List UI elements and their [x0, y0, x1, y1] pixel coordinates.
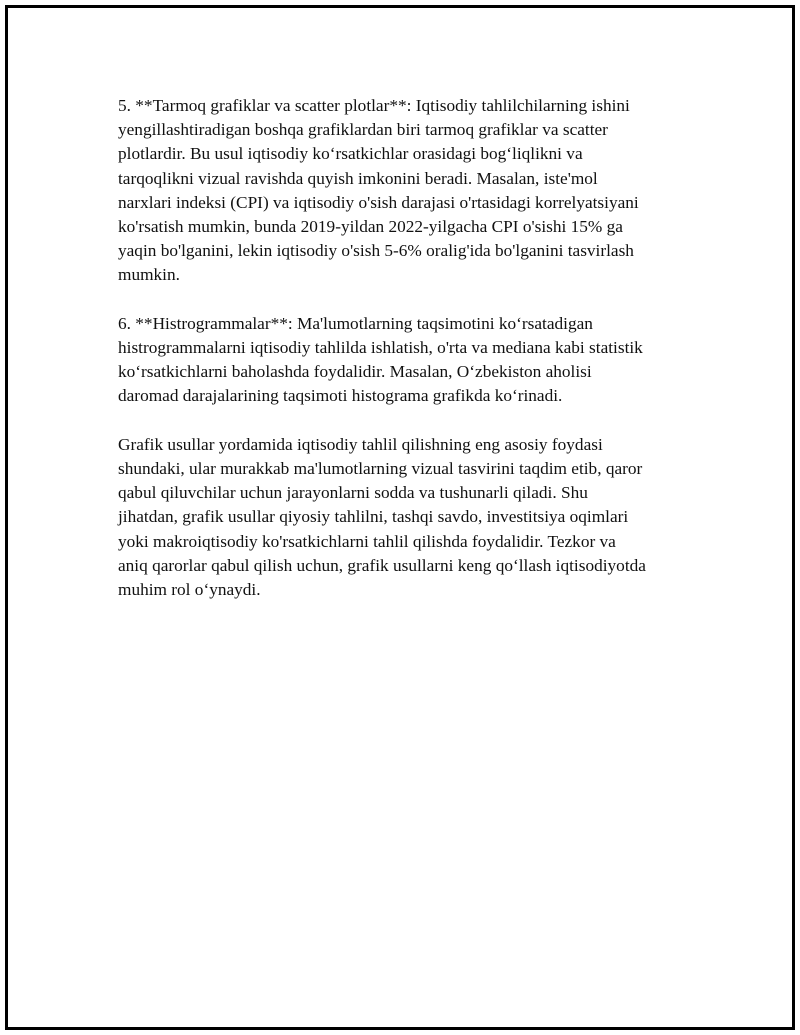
paragraph-conclusion: [118, 433, 698, 602]
text-line: qabul qiluvchilar uchun jarayonlarni sodda va tushunarli qiladi. Shu: [118, 483, 588, 503]
text-line: muhim rol o‘ynaydi.: [118, 580, 261, 600]
page-frame: [5, 5, 795, 1030]
document-body: [118, 94, 698, 626]
text-line: Grafik usullar yordamida iqtisodiy tahlil qilishning eng asosiy foydasi: [118, 434, 603, 454]
paragraph-scatter-plots: [118, 94, 698, 288]
text-line: 5. **Tarmoq grafiklar va scatter plotlar**: Iqtisodiy tahlilchilarning ishini: [118, 96, 630, 115]
text-line: yaqin bo'lganini, lekin iqtisodiy o'sish 5-6% oralig'ida bo'lganini tasvirlash: [118, 241, 634, 261]
text-line: daromad darajalarining taqsimoti histograma grafikda ko‘rinadi.: [118, 386, 563, 406]
text-line: mumkin.: [118, 265, 180, 285]
text-line: yoki makroiqtisodiy ko'rsatkichlarni tahlil qilishda foydalidir. Tezkor va: [118, 531, 616, 551]
text-line: histrogrammalarni iqtisodiy tahlilda ishlatish, o'rta va mediana kabi statistik: [118, 338, 643, 358]
text-line: tarqoqlikni vizual ravishda quyish imkonini beradi. Masalan, iste'mol: [118, 168, 598, 188]
text-line: narxlari indeksi (CPI) va iqtisodiy o'sish darajasi o'rtasidagi korrelyatsiyani: [118, 192, 639, 212]
text-line: aniq qarorlar qabul qilish uchun, grafik usullarni keng qo‘llash iqtisodiyotda: [118, 555, 646, 575]
text-line: ko'rsatish mumkin, bunda 2019-yildan 2022-yilgacha CPI o'sishi 15% ga: [118, 217, 623, 237]
text-line: yengillashtiradigan boshqa grafiklardan biri tarmoq grafiklar va scatter: [118, 120, 608, 140]
text-line: jihatdan, grafik usullar qiyosiy tahlilni, tashqi savdo, investitsiya oqimlari: [118, 507, 629, 527]
text-line: plotlardir. Bu usul iqtisodiy ko‘rsatkichlar orasidagi bog‘liqlikni va: [118, 144, 583, 164]
text-line: 6. **Histrogrammalar**: Ma'lumotlarning taqsimotini ko‘rsatadigan: [118, 313, 593, 333]
text-line: ko‘rsatkichlarni baholashda foydalidir. Masalan, O‘zbekiston aholisi: [118, 362, 592, 382]
paragraph-histograms: [118, 312, 698, 409]
text-line: shundaki, ular murakkab ma'lumotlarning vizual tasvirini taqdim etib, qaror: [118, 459, 643, 479]
